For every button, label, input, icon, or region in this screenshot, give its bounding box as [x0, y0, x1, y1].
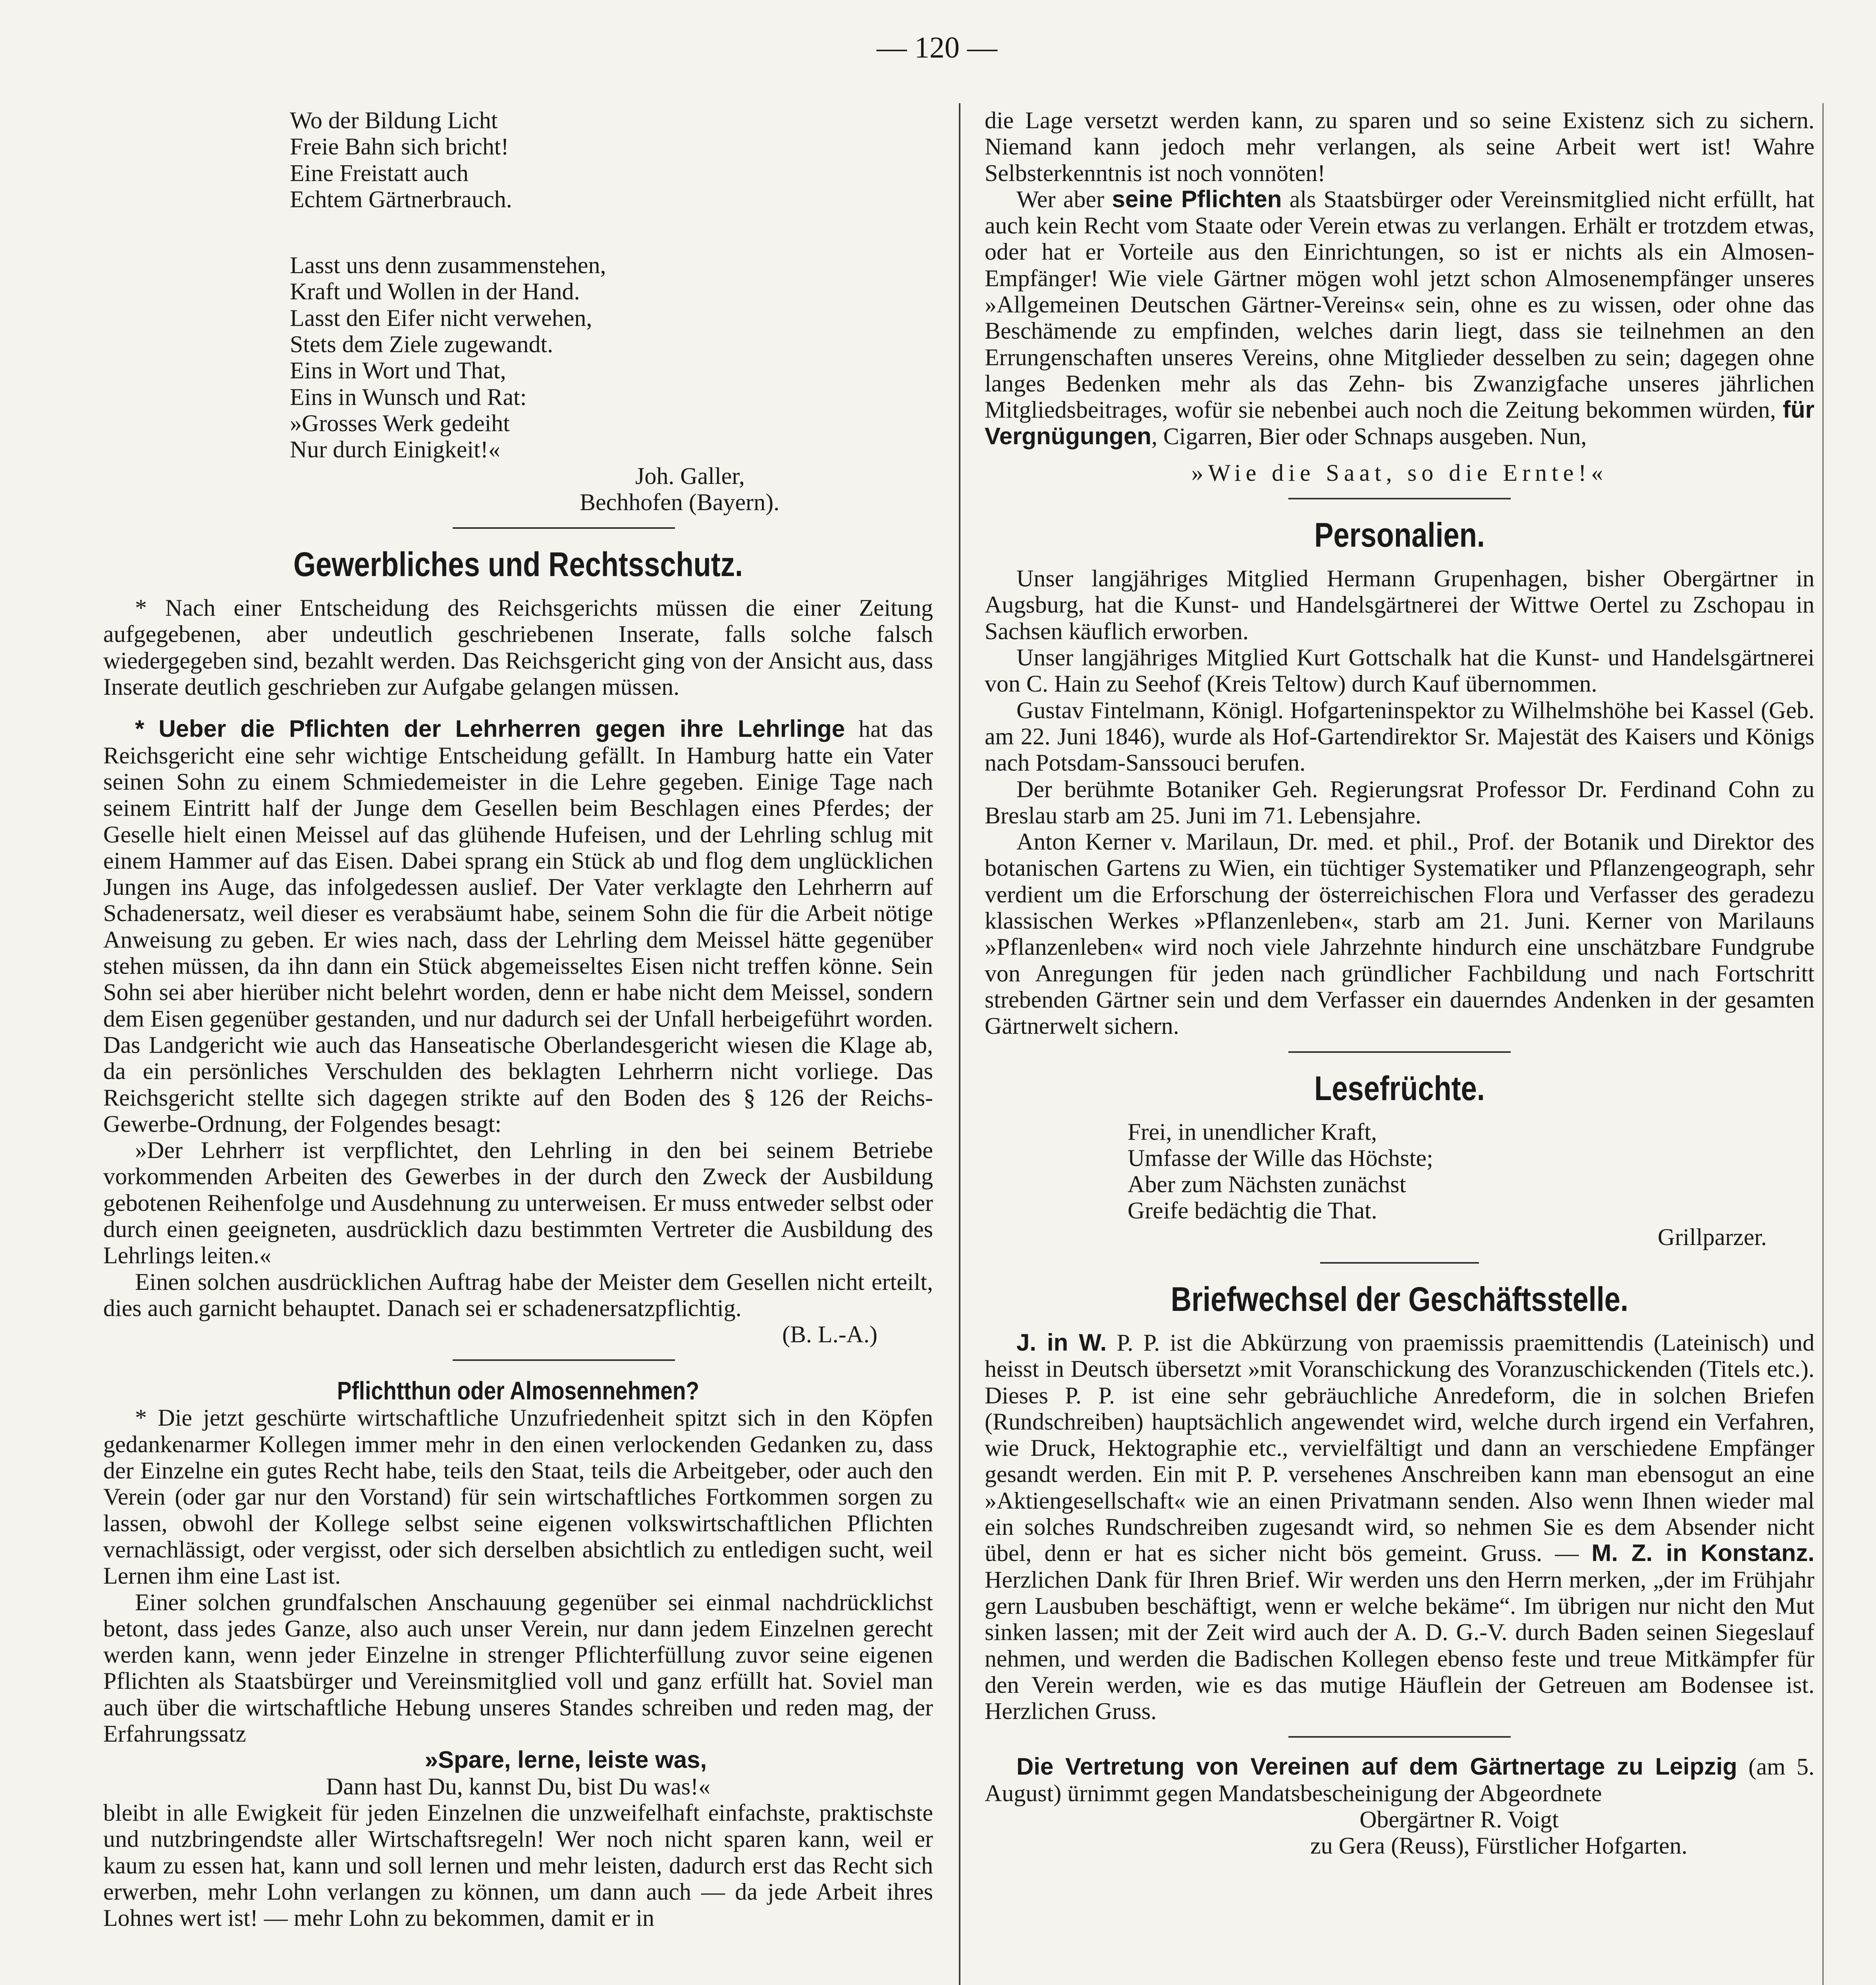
section-divider [1320, 1262, 1479, 1264]
personal-note: Unser langjähriges Mitglied Hermann Grupenhagen, bisher Obergärtner in Augsburg, hat die Kunst- und Handelsgärtnerei der Wittwe Oertel zu Zschopau in Sachsen käuflich erworben. [985, 565, 1814, 644]
section-divider [1288, 498, 1511, 499]
article-paragraph [103, 716, 933, 1137]
lese-verse [1128, 1119, 1814, 1224]
section-title-pflichtthun: Pflichtthun oder Almosennehmen? [337, 1376, 700, 1405]
personal-note: Der berühmte Botaniker Geh. Regierungsrat Professor Dr. Ferdinand Cohn zu Breslau starb am 25. Juni im 71. Lebensjahre. [985, 776, 1814, 829]
article-text: P. P. ist die Abkürzung von praemissis praemittendis (Lateinisch) und heisst in Deutsch übersetzt »mit Voranschickung des Voranzuschickenden (Titels etc.). Dieses P. P. ist eine sehr gebräuchliche Anredeform, die in solchen Briefen (Rundschreiben) hauptsächlich angewendet wird, welche durch irgend ein Verfahren, wie Druck, Hektographie etc., vervielfältigt und dann an verschiedene Empfänger gesandt werden. Ein mit P. P. versehenes Anschreiben kann man ebensogut an eine »Aktiengesellschaft« wie an einen Privatmann senden. Also wenn Ihnen wieder mal ein solches Rundschreiben zugesandt wird, so nehmen Sie es dem Absender nicht übel, denn er hat es sicher nicht bös gemeint. Gruss. — [985, 1329, 1814, 1567]
article-text: , Cigarren, Bier oder Schnaps ausgeben. Nun, [1151, 423, 1587, 449]
letter-reply [985, 1330, 1814, 1724]
motto-line: Dann hast Du, kannst Du, bist Du was!« [326, 1773, 711, 1800]
poem-line: Wo der Bildung Licht [290, 107, 498, 133]
article-paragraph: * Nach einer Entscheidung des Reichsgerichts müssen die einer Zeitung aufgegebenen, aber undeutlich geschriebenen Inserate, falls solche falsch wiedergegeben sind, bezahlt werden. Das Reichsgericht ging von der Ansicht aus, dass Inserate deutlich geschrieben zur Aufgabe gelangen müssen. [103, 595, 933, 700]
poem-line: Eins in Wort und That, [290, 357, 506, 384]
personal-note: Unser langjähriges Mitglied Kurt Gottschalk hat die Kunst- und Handelsgärtnerei von C. Hain zu Seehof (Kreis Teltow) durch Kauf übernommen. [985, 644, 1814, 697]
article-paragraph: die Lage versetzt werden kann, zu sparen und so seine Existenz sich zu sichern. Niemand kann jedoch mehr verlangen, als seine Arbeit wert ist! Wahre Selbsterkenntnis ist noch vonnöten! [985, 107, 1814, 186]
article-lead: * Ueber die Pflichten der Lehrherren gegen ihre Lehrlinge [135, 715, 845, 742]
letter-recipient: M. Z. in Konstanz. [1591, 1540, 1815, 1567]
poem-line: Freie Bahn sich bricht! [290, 133, 509, 160]
article-source: (B. L.-A.) [782, 1321, 877, 1348]
left-column [103, 107, 933, 1931]
announcement-place: zu Gera (Reuss), Fürstlicher Hofgarten. [1310, 1833, 1687, 1859]
section-title-lesefruechte: Lesefrüchte. [1314, 1069, 1485, 1108]
article-text: Herzlichen Dank für Ihren Brief. Wir werden uns den Herrn merken, „der im Frühjahr gern Lausbuben beschäftigt, wenn er welche bekäme“. Im übrigen nur nicht den Mut sinken lassen; mit der Zeit wird auch der A. D. G.-V. durch Baden seinen Siegeslauf nehmen, und werden die Badischen Kollegen ebenso feste und treue Mitkämpfer für den Verein werden, wie es das mutige Häuflein der Getreuen am Bodensee ist. Herzlichen Gruss. [985, 1566, 1814, 1725]
poem-line: Lasst den Eifer nicht verwehen, [290, 304, 592, 331]
page-number: — 120 — [877, 31, 997, 64]
article-paragraph: * Die jetzt geschürte wirtschaftliche Unzufriedenheit spitzt sich in den Köpfen gedankenarmer Kollegen immer mehr in den einen verlockenden Gedanken zu, dass der Einzelne ein gutes Recht habe, teils den Staat, teils die Arbeitgeber, oder auch den Verein (oder gar nur den Vorstand) für sein wirtschaftliches Fortkommen sorgen zu lassen, obwohl der Kollege selbst seine eigenen volkswirtschaftlichen Pflichten vernachlässigt, oder vergisst, oder sich derselben absichtlich zu entledigen sucht, weil Lernen ihm eine Last ist. [103, 1405, 933, 1589]
article-paragraph: bleibt in alle Ewigkeit für jeden Einzelnen die unzweifelhaft einfachste, praktischste und nutzbringendste aller Wirtschaftsregeln! Wer noch nicht sparen kann, weil er kaum zu essen hat, kann und soll lernen und mehr leisten, dadurch erst das Recht sich erwerben, mehr Lohn verlangen zu können, um dann auch — da jede Arbeit ihres Lohnes wert ist! — mehr Lohn zu bekommen, damit er in [103, 1799, 933, 1931]
verse-line: Aber zum Nächsten zunächst [1128, 1171, 1406, 1198]
announcement [985, 1754, 1814, 1806]
section-divider [453, 1359, 675, 1361]
poem-line: Eins in Wunsch und Rat: [290, 384, 527, 410]
personal-note: Anton Kerner v. Marilaun, Dr. med. et phil., Prof. der Botanik und Direktor des botanischen Gartens zu Wien, ein tüchtiger Systematiker und Pflanzengeograph, sehr verdient um die Erforschung der österreichischen Flora und Verfasser des geradezu klassischen Werkes »Pflanzenleben«, starb am 21. Juni. Kerner von Marilauns »Pflanzenleben« wird noch viele Jahrzehnte hindurch eine unschätzbare Fundgrube von Anregungen für jeden nach gründlicher Fachbildung und nach Fortschritt strebenden Gärtner sein und dem Verfasser ein dauerndes Andenken in der gesamten Gärtnerwelt sichern. [985, 829, 1814, 1039]
lese-author: Grillparzer. [1658, 1224, 1767, 1250]
article-text: als Staatsbürger oder Vereinsmitglied nicht erfüllt, hat auch kein Recht vom Staate oder Verein etwas zu verlangen. Erhält er trotzdem etwas, oder hat er Vorteile aus den Einrichtungen, so ist er nichts als ein Almosen-Empfänger! Wie viele Gärtner mögen wohl jetzt schon Almosenempfänger unseres »Allgemeinen Deutschen Gärtner-Vereins« sein, ohne es zu wissen, oder ohne das Beschämende zu empfinden, welches darin liegt, dass sie teilnehmen an den Errungenschaften unseres Vereins, ohne Mitglieder desselben zu sein; dagegen ohne langes Bedenken mehr als das Zehn- bis Zwanzigfache unseres jährlichen Mitgliedsbeitrages, wofür sie nebenbei auch noch die Zeitung bekommen würden, [985, 186, 1814, 423]
poem-author: Joh. Galler, [635, 463, 745, 489]
poem-line: Nur durch Einigkeit!« [290, 436, 500, 463]
letter-recipient: J. in W. [1016, 1329, 1107, 1356]
section-title-personalien: Personalien. [1314, 516, 1485, 555]
section-divider [1288, 1736, 1511, 1738]
poem-place: Bechhofen (Bayern). [580, 489, 780, 515]
section-title-gewerbliches: Gewerbliches und Rechtsschutz. [293, 545, 743, 584]
section-title-briefwechsel: Briefwechsel der Geschäftsstelle. [1170, 1280, 1629, 1318]
motto-line: »Wie die Saat, so die Ernte!« [1191, 459, 1608, 486]
article-text: hat das Reichsgericht eine sehr wichtige Entscheidung gefällt. In Hamburg hatte ein Vater seinen Sohn zu einem Schmiedemeister in die Lehre gegeben. Einige Tage nach seinem Eintritt half der Junge dem Gesellen beim Beschlagen eines Pferdes; der Geselle hielt einen Meissel auf das glühende Hufeisen, und der Lehrling schlug mit einem Hammer auf das Eisen. Dabei sprang ein Stück ab und flog dem unglücklichen Jungen ins Auge, das infolgedessen auslief. Der Vater verklagte den Lehrherrn auf Schadenersatz, weil dieser es verabsäumt habe, seinem Sohn die für die Arbeit nötige Anweisung zu geben. Er wies nach, dass der Lehrling dem Meissel hätte gegenüber stehen müssen, da ihn dann ein Stück abgemeisseltes Eisen nicht treffen könne. Sein Sohn sei aber hierüber nicht belehrt worden, denn er habe nicht dem Meissel, sondern dem Eisen gegenüber gestanden, und nur dadurch sei der Unfall herbeigeführt worden. Das Landgericht wie auch das Hanseatische Oberlandesgericht wiesen die Klage ab, da ein persönliches Verschulden des beklagten Lehrherrn nicht vorliege. Das Reichsgericht stellte sich dagegen strikte auf den Boden des § 126 der Reichs-Gewerbe-Ordnung, der Folgendes besagt: [103, 716, 933, 1137]
poem-line: »Grosses Werk gedeiht [290, 410, 510, 436]
right-edge-rule [1822, 103, 1824, 1985]
right-column [985, 107, 1814, 1859]
verse-line: Frei, in unendlicher Kraft, [1128, 1118, 1377, 1145]
verse-line: Greife bedächtig die That. [1128, 1197, 1377, 1224]
article-emphasis: seine Pflichten [1112, 185, 1282, 212]
section-divider [1288, 1051, 1511, 1053]
article-emphasis: für Vergnügungen [985, 396, 1814, 449]
article-paragraph: Einen solchen ausdrücklichen Auftrag habe der Meister dem Gesellen nicht erteilt, dies auch garnicht behauptet. Danach sei er schadenersatzpflichtig. [103, 1268, 933, 1321]
motto-line: »Spare, lerne, leiste was, [424, 1746, 707, 1773]
poem-line: Stets dem Ziele zugewandt. [290, 331, 553, 358]
article-text: Wer aber [1016, 186, 1112, 212]
poem-line: Eine Freistatt auch [290, 160, 469, 186]
article-paragraph: Einer solchen grundfalschen Anschauung gegenüber sei einmal nachdrücklichst betont, dass jedes Ganze, also auch unser Verein, nur dann jedem Einzelnen gerecht werden kann, wenn jeder Einzelne in strenger Pflichterfüllung zuvor seine eigenen Pflichten als Staatsbürger und Vereinsmitglied voll und ganz erfüllt hat. Soviel man auch über die wirtschaftliche Hebung unseres Standes schreiben und reden mag, der Erfahrungssatz [103, 1589, 933, 1747]
verse-line: Umfasse der Wille das Höchste; [1128, 1145, 1433, 1171]
section-divider [453, 527, 675, 529]
article-quote: »Der Lehrherr ist verpflichtet, den Lehrling in den bei seinem Betriebe vorkommenden Arbeiten des Gewerbes in der durch den Zweck der Ausbildung gebotenen Reihenfolge und Ausdehnung zu unterweisen. Er muss entweder selbst oder durch einen geeigneten, ausdrücklich dazu bestimmten Vertreter die Ausbildung des Lehrlings leiten.« [103, 1137, 933, 1269]
article-paragraph [985, 186, 1814, 449]
article-text: (am 5. August) ürnimmt gegen Mandatsbescheinigung der Abgeordnete [985, 1754, 1814, 1806]
poem-line: Kraft und Wollen in der Hand. [290, 278, 580, 305]
poem-stanza-2 [290, 252, 933, 463]
announcement-name: Obergärtner R. Voigt [1359, 1806, 1559, 1833]
column-divider [959, 103, 960, 1985]
poem-stanza-1 [290, 107, 933, 212]
announcement-title: Die Vertretung von Vereinen auf dem Gärtnertage zu Leipzig [1016, 1753, 1737, 1780]
poem-line: Lasst uns denn zusammenstehen, [290, 252, 606, 279]
personal-note: Gustav Fintelmann, Königl. Hofgarteninspektor zu Wilhelmshöhe bei Kassel (Geb. am 22. Juni 1846), wurde als Hof-Gartendirektor Sr. Majestät des Kaisers und Königs nach Potsdam-Sanssouci berufen. [985, 697, 1814, 776]
poem-line: Echtem Gärtnerbrauch. [290, 186, 512, 212]
